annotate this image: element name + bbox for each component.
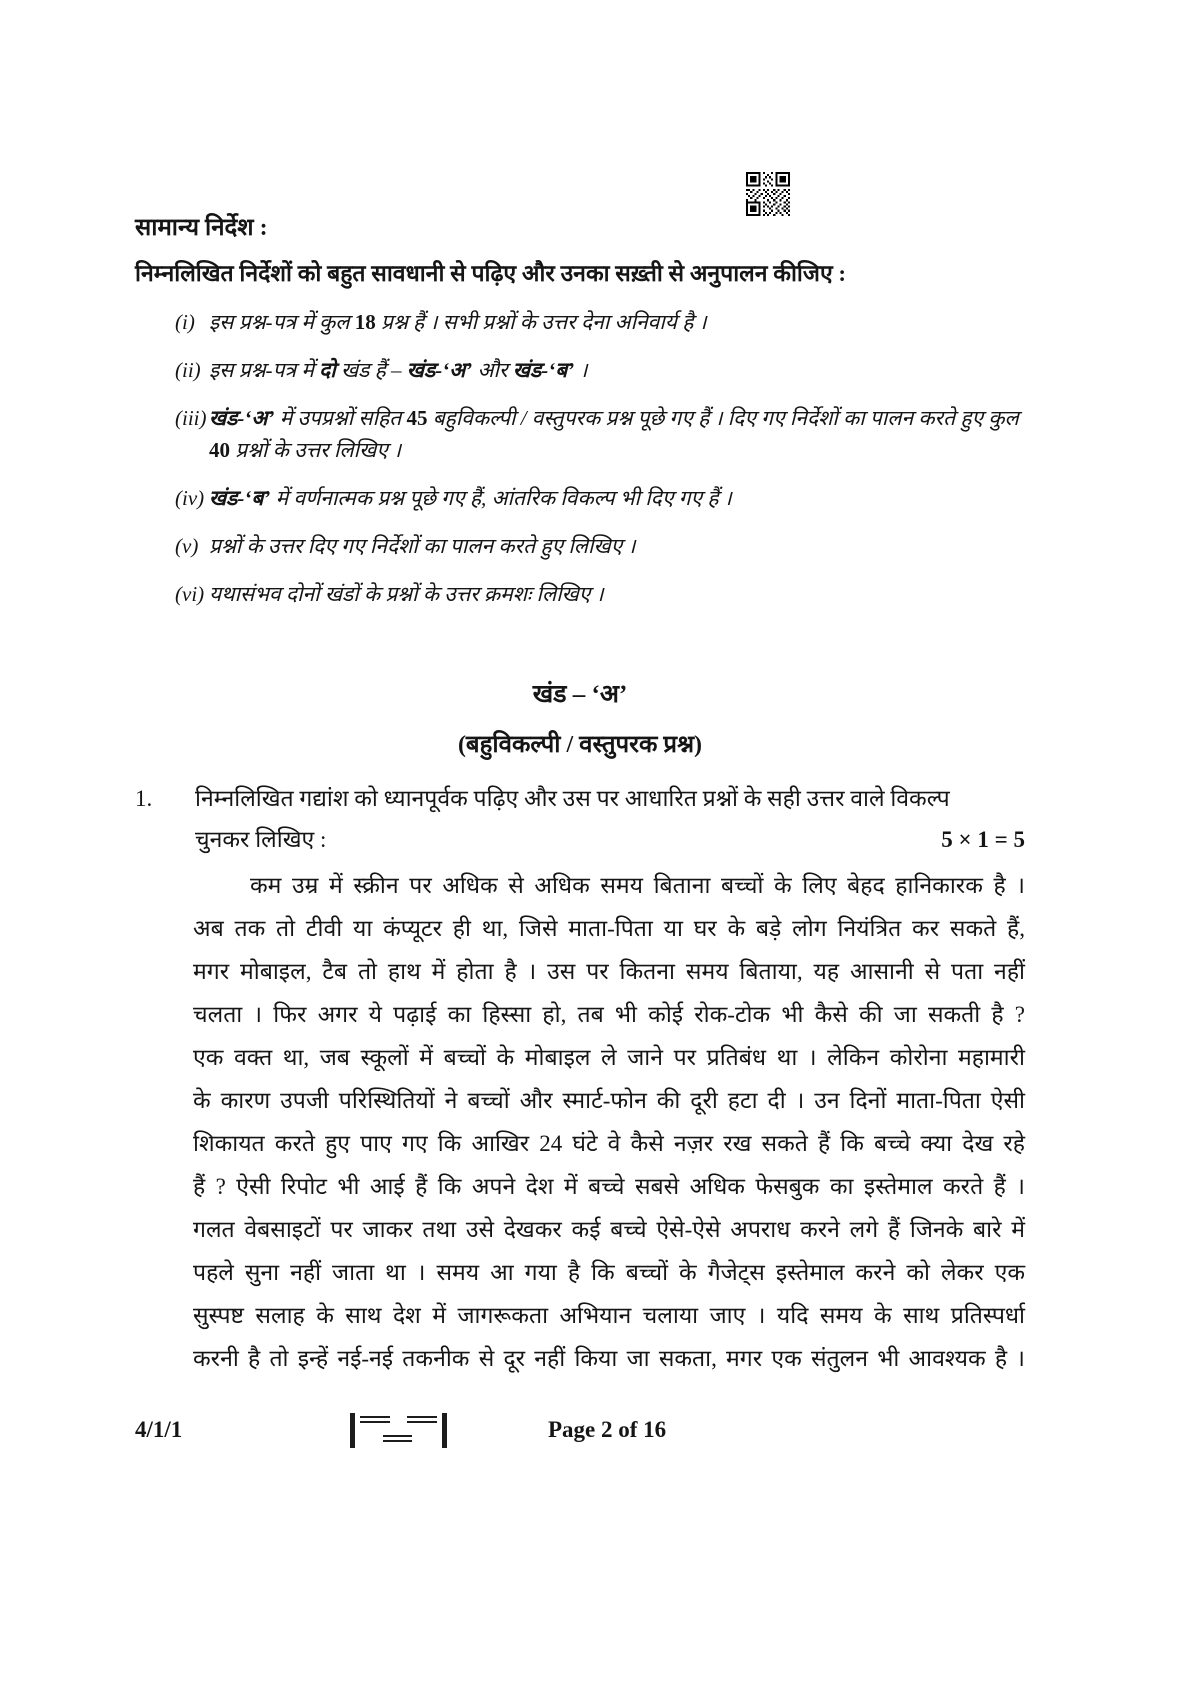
instruction-number: (v) xyxy=(175,534,199,558)
passage-line: अब तक तो टीवी या कंप्यूटर ही था, जिसे माता-पिता या घर के बड़े लोग नियंत्रित कर सकते हैं, xyxy=(193,916,1025,941)
passage-line: एक वक्त था, जब स्कूलों में बच्चों के मोबाइल ले जाने पर प्रतिबंध था । लेकिन कोरोना महामारी xyxy=(193,1045,1025,1070)
instruction-item xyxy=(135,402,1025,466)
instruction-item xyxy=(135,578,1025,610)
instruction-item xyxy=(135,306,1025,338)
section-subtitle: (बहुविकल्पी / वस्तुपरक प्रश्न) xyxy=(457,732,703,758)
general-instructions-title: सामान्य निर्देश : xyxy=(135,215,268,241)
passage-line: कम उम्र में स्क्रीन पर अधिक से अधिक समय बिताना बच्चों के लिए बेहद हानिकारक है । xyxy=(250,873,1025,898)
registration-mark-line xyxy=(360,1416,390,1423)
instruction-number: (iii) xyxy=(175,406,207,430)
section-title: खंड – ‘अ’ xyxy=(532,681,628,708)
instructions-intro: निम्नलिखित निर्देशों को बहुत सावधानी से पढ़िए और उनका सख़्ती से अनुपालन कीजिए : xyxy=(135,261,847,286)
passage xyxy=(193,864,1025,1380)
instruction-text: खंड-‘अ’ में उपप्रश्नों सहित 45 बहुविकल्पी / वस्तुपरक प्रश्न पूछे गए हैं । दिए गए निर्देशों का पालन करते हुए कुल 40 प्रश्नों के उत्तर लिखिए । xyxy=(209,406,1019,462)
question-1 xyxy=(135,778,1025,860)
instruction-number: (iv) xyxy=(175,486,205,510)
registration-mark-bar xyxy=(350,1413,355,1448)
registration-mark-line xyxy=(407,1416,437,1423)
question-prompt-line: चुनकर लिखिए : xyxy=(195,827,327,852)
passage-line: पहले सुना नहीं जाता था । समय आ गया है कि बच्चों के गैजेट्स इस्तेमाल करने को लेकर एक xyxy=(193,1260,1025,1285)
passage-line: गलत वेबसाइटों पर जाकर तथा उसे देखकर कई बच्चे ऐसे-ऐसे अपराध करने लगे हैं जिनके बारे में xyxy=(193,1217,1025,1242)
instruction-text: प्रश्नों के उत्तर दिए गए निर्देशों का पालन करते हुए लिखिए । xyxy=(209,534,636,558)
instructions-list xyxy=(135,306,1025,610)
question-number: 1. xyxy=(135,786,153,811)
passage-line: करनी है तो इन्हें नई-नई तकनीक से दूर नहीं किया जा सकता, मगर एक संतुलन भी आवश्यक है । xyxy=(193,1346,1025,1371)
registration-mark-line xyxy=(383,1435,412,1442)
instruction-text: यथासंभव दोनों खंडों के प्रश्नों के उत्तर क्रमशः लिखिए । xyxy=(209,582,604,606)
registration-mark-icon xyxy=(350,1413,447,1448)
passage-line: के कारण उपजी परिस्थितियों ने बच्चों और स्मार्ट-फोन की दूरी हटा दी । उन दिनों माता-पिता ऐसी xyxy=(193,1088,1025,1113)
document-body xyxy=(135,0,1025,1380)
instruction-item xyxy=(135,354,1025,386)
instruction-number: (ii) xyxy=(175,358,201,382)
page-number: Page 2 of 16 xyxy=(548,1417,667,1442)
passage-line: मगर मोबाइल, टैब तो हाथ में होता है । उस पर कितना समय बिताया, यह आसानी से पता नहीं xyxy=(193,959,1025,984)
question-prompt xyxy=(195,778,1025,860)
passage-line: सुस्पष्ट सलाह के साथ देश में जागरूकता अभियान चलाया जाए । यदि समय के साथ प्रतिस्पर्धा xyxy=(193,1303,1025,1328)
instruction-number: (i) xyxy=(175,310,195,334)
instruction-item xyxy=(135,530,1025,562)
registration-mark-bar xyxy=(442,1413,447,1448)
question-prompt-line: निम्नलिखित गद्यांश को ध्यानपूर्वक पढ़िए और उस पर आधारित प्रश्नों के सही उत्तर वाले विकल्प xyxy=(195,786,950,811)
passage-line: चलता । फिर अगर ये पढ़ाई का हिस्सा हो, तब भी कोई रोक-टोक भी कैसे की जा सकती है ? xyxy=(193,1002,1025,1027)
instruction-number: (vi) xyxy=(175,582,205,606)
instruction-text: इस प्रश्न-पत्र में दो खंड हैं – खंड-‘अ’ और खंड-‘ब’ । xyxy=(209,358,588,382)
instruction-text: इस प्रश्न-पत्र में कुल 18 प्रश्न हैं । सभी प्रश्नों के उत्तर देना अनिवार्य है । xyxy=(209,310,707,334)
marks-label: 5 × 1 = 5 xyxy=(941,827,1025,852)
paper-code: 4/1/1 xyxy=(135,1417,183,1442)
passage-line: हैं ? ऐसी रिपोट भी आई हैं कि अपने देश में बच्चे सबसे अधिक फेसबुक का इस्तेमाल करते हैं । xyxy=(193,1174,1025,1199)
passage-line: शिकायत करते हुए पाए गए कि आखिर 24 घंटे वे कैसे नज़र रख सकते हैं कि बच्चे क्या देख रहे xyxy=(193,1131,1025,1156)
instruction-item xyxy=(135,482,1025,514)
instruction-text: खंड-‘ब’ में वर्णनात्मक प्रश्न पूछे गए हैं, आंतरिक विकल्प भी दिए गए हैं । xyxy=(209,486,732,510)
